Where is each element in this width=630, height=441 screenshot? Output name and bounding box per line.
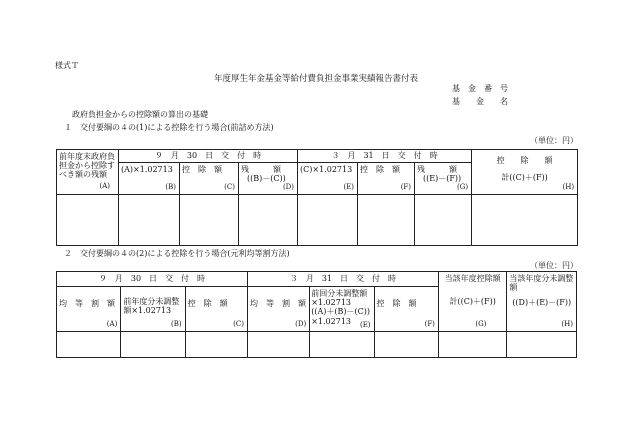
t2-col-current-deduction xyxy=(438,272,506,332)
t2-sub-d-label: 均 等 割 額 xyxy=(249,299,306,308)
t2-sub-e-line1: 前回分未調整額 xyxy=(311,289,368,298)
table-1 xyxy=(56,149,578,246)
t2-tag-e: (E) xyxy=(359,320,371,329)
t1-col-remaining-balance-label: 前年度末政府負担金から控除すべき額の残額 xyxy=(59,152,115,180)
t2-sub-f-label: 控 除 額 xyxy=(376,299,417,308)
t2-tag-g: (G) xyxy=(475,319,487,328)
t2-sub-d xyxy=(247,287,309,332)
t2-group-sep30: ９ 月 30 日 交 付 時 xyxy=(57,272,248,287)
t2-group-mar31: ３ 月 31 日 交 付 時 xyxy=(247,272,438,287)
t1-value-e[interactable] xyxy=(298,195,358,246)
t2-sub-b xyxy=(121,287,185,332)
t1-sub-d-formula: ((B)－(C)) xyxy=(247,174,286,184)
unit-label-1: （単位：円） xyxy=(530,136,578,145)
t2-col-current-deduction-formula: 計((C)＋(F)) xyxy=(449,297,496,307)
t1-tag-a: (A) xyxy=(99,181,110,190)
section-heading: 政府負担金からの控除額の算出の基礎 xyxy=(72,110,208,119)
t1-sub-f-label: 控 除 額 xyxy=(360,165,401,174)
t1-value-b[interactable] xyxy=(119,195,180,246)
t2-tag-b: (B) xyxy=(171,319,182,328)
t1-tag-e: (E) xyxy=(343,182,355,191)
fund-name-label: 基 金 名 xyxy=(452,97,508,106)
t1-sub-b-label: (A)×1.02713 xyxy=(121,165,173,174)
t1-sub-c-label: 控 除 額 xyxy=(182,165,222,174)
t2-sub-e-line2: ×1.02713 xyxy=(311,298,352,308)
t2-sub-c-label: 控 除 額 xyxy=(187,299,228,308)
t2-value-a[interactable] xyxy=(57,332,121,358)
t1-col-remaining-balance xyxy=(57,150,119,195)
t1-value-h[interactable] xyxy=(472,195,578,246)
t1-sub-f xyxy=(358,163,415,195)
t1-col-deduction xyxy=(472,150,578,195)
t2-value-b[interactable] xyxy=(121,332,185,358)
t2-col-unadjusted-formula: ((D)＋(E)－(F)) xyxy=(512,298,572,308)
t1-sub-b xyxy=(119,163,180,195)
t1-tag-c: (C) xyxy=(224,182,235,191)
t1-sub-g-formula: ((E)－(F)) xyxy=(423,174,462,184)
section1-title: １ 交付要綱の４の(1)による控除を行う場合(前詰め方法) xyxy=(64,123,274,132)
t1-sub-c xyxy=(180,163,239,195)
t2-value-g[interactable] xyxy=(438,332,506,358)
t2-sub-f xyxy=(374,287,438,332)
t2-tag-f: (F) xyxy=(424,319,435,328)
t1-col-deduction-formula: 計((C)＋(F)) xyxy=(501,173,548,183)
t1-sub-g-label: 残 額 xyxy=(417,165,458,174)
t1-group-mar31: ３ 月 31 日 交 付 時 xyxy=(298,150,472,163)
t2-value-c[interactable] xyxy=(185,332,247,358)
t1-value-a[interactable] xyxy=(57,195,119,246)
t1-tag-b: (B) xyxy=(165,182,176,191)
page-title: 年度厚生年金基金等給付費負担金事業実績報告書付表 xyxy=(214,74,419,84)
t2-sub-e-line4: ×1.02713 xyxy=(311,316,352,326)
t2-value-f[interactable] xyxy=(374,332,438,358)
t1-sub-e xyxy=(298,163,358,195)
t2-tag-c: (C) xyxy=(233,319,244,328)
t1-value-f[interactable] xyxy=(358,195,415,246)
t2-sub-b-label: 前年度分未調整額×1.02713 xyxy=(123,297,180,316)
t2-col-unadjusted xyxy=(507,272,577,332)
t2-tag-a: (A) xyxy=(106,319,118,328)
t2-col-current-deduction-label: 当該年度控除額 xyxy=(444,274,501,283)
t2-sub-e xyxy=(310,287,374,332)
t1-sub-g xyxy=(415,163,472,195)
fund-number-label: 基 金 番 号 xyxy=(452,84,508,93)
t1-col-deduction-label: 控 除 額 xyxy=(496,156,553,165)
t1-group-sep30: ９ 月 30 日 交 付 時 xyxy=(119,150,298,163)
t2-col-unadjusted-label: 当該年度分未調整額 xyxy=(509,274,574,293)
t1-tag-f: (F) xyxy=(400,182,412,191)
t1-tag-h: (H) xyxy=(562,182,575,191)
section2-title: ２ 交付要綱の４の(2)による控除を行う場合(元利均等割方法) xyxy=(64,249,290,258)
t2-value-d[interactable] xyxy=(247,332,309,358)
table-2 xyxy=(56,271,577,358)
t1-sub-d-label: 残 額 xyxy=(241,165,281,174)
t1-sub-d xyxy=(239,163,298,195)
t1-tag-d: (D) xyxy=(282,182,295,191)
t2-value-h[interactable] xyxy=(507,332,577,358)
t2-sub-c xyxy=(185,287,247,332)
t1-value-g[interactable] xyxy=(415,195,472,246)
t1-value-c[interactable] xyxy=(180,195,239,246)
t1-tag-g: (G) xyxy=(457,182,469,191)
t2-value-e[interactable] xyxy=(310,332,374,358)
form-label: 様式Ｔ xyxy=(55,61,79,70)
t2-sub-a xyxy=(57,287,121,332)
unit-label-2: （単位：円） xyxy=(530,261,578,270)
t2-tag-h: (H) xyxy=(561,319,573,328)
t2-sub-e-line3: ((A)＋(B)－(C)) xyxy=(311,307,370,317)
t1-value-d[interactable] xyxy=(239,195,298,246)
t2-sub-a-label: 均 等 割 額 xyxy=(59,299,115,308)
t2-tag-d: (D) xyxy=(295,319,307,328)
t1-sub-e-label: (C)×1.02713 xyxy=(300,165,353,174)
